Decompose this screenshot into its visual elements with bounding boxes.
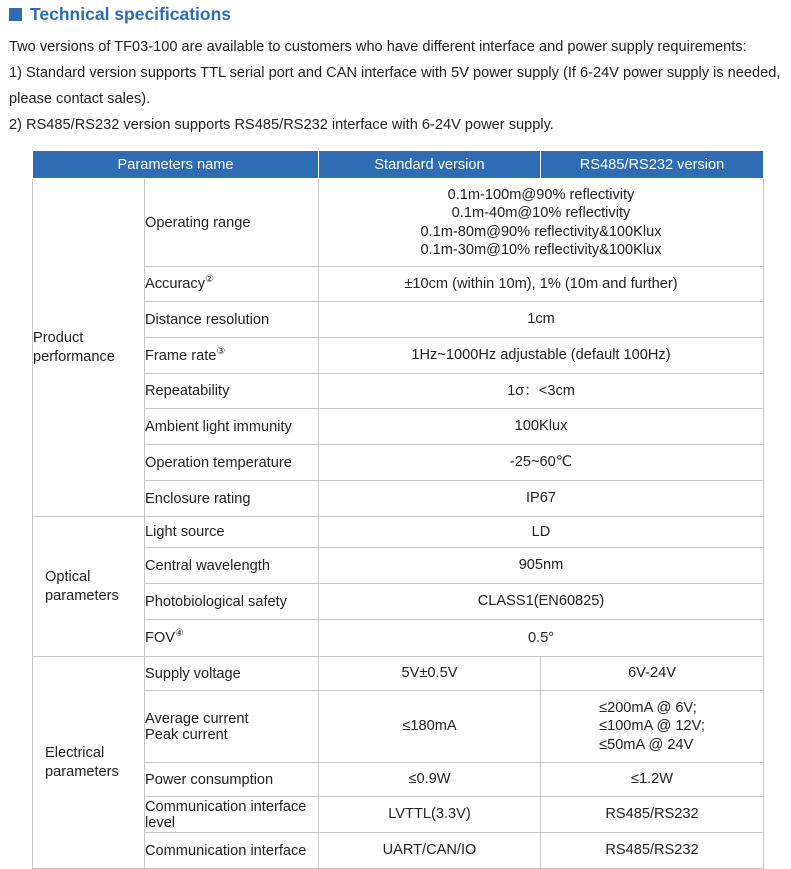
param-name (145, 691, 319, 763)
spec-table (32, 150, 764, 869)
param-name: Power consumption (145, 763, 319, 797)
param-name (145, 338, 319, 374)
param-value: ±10cm (within 10m), 1% (10m and further) (319, 267, 764, 302)
group-label: Product performance (33, 329, 115, 365)
rs485-value: ≤1.2W (541, 763, 764, 797)
param-name: Distance resolution (145, 302, 319, 338)
footnote-mark: ② (205, 274, 214, 286)
param-value (319, 179, 764, 267)
value-line: ≤200mA @ 6V; (599, 699, 697, 716)
param-name: Communication interface level (145, 797, 319, 833)
footnote-mark: ③ (216, 345, 226, 357)
param-label: Accuracy (145, 276, 206, 292)
param-name: Operation temperature (145, 445, 319, 481)
param-value: 1cm (319, 302, 764, 338)
group-electrical-parameters (33, 657, 145, 869)
param-value: 1Hz~1000Hz adjustable (default 100Hz) (319, 338, 764, 374)
table-row (33, 657, 764, 691)
header-rs485: RS485/RS232 version (541, 151, 764, 179)
standard-value: UART/CAN/IO (319, 833, 541, 869)
param-value: 1σ：<3cm (319, 374, 764, 409)
param-name: Supply voltage (145, 657, 319, 691)
footnote-mark: ④ (175, 628, 184, 640)
intro-line: 1) Standard version supports TTL serial port and CAN interface with 5V power supply (If 6-24V power supply is needed, please contact sales). (9, 65, 781, 107)
param-value: -25~60℃ (319, 445, 764, 481)
header-parameters: Parameters name (33, 151, 319, 179)
param-label: FOV (145, 630, 175, 646)
section-heading (9, 3, 231, 25)
param-name: Light source (145, 517, 319, 548)
param-value: 0.5° (319, 620, 764, 657)
section-title: Technical specifications (30, 3, 231, 24)
group-optical-parameters (33, 517, 145, 657)
param-label-peak-current: Peak current (145, 726, 228, 743)
param-name: Photobiological safety (145, 584, 319, 620)
rs485-value: RS485/RS232 (541, 833, 764, 869)
param-name: Repeatability (145, 374, 319, 409)
param-name (145, 620, 319, 657)
rs485-value: 6V-24V (541, 657, 764, 691)
param-label: Frame rate (145, 347, 217, 364)
value-line: 0.1m-30m@10% reflectivity&100Klux (420, 242, 662, 258)
param-name: Operating range (145, 179, 319, 267)
param-value: 905nm (319, 548, 764, 584)
param-name (145, 267, 319, 302)
rs485-value: RS485/RS232 (541, 797, 764, 833)
table-header-row (33, 151, 764, 179)
intro-line: Two versions of TF03-100 are available to customers who have different interface and power supply requirements: (9, 39, 747, 55)
standard-value: ≤0.9W (319, 763, 541, 797)
value-line: 0.1m-100m@90% reflectivity (447, 186, 635, 203)
param-name: Ambient light immunity (145, 409, 319, 445)
heading-square-icon (9, 8, 22, 21)
standard-value: LVTTL(3.3V) (319, 797, 541, 833)
param-name: Enclosure rating (145, 481, 319, 517)
standard-value: 5V±0.5V (319, 657, 541, 691)
group-label: Optical parameters (45, 568, 119, 604)
param-name: Central wavelength (145, 548, 319, 584)
value-line: 0.1m-80m@90% reflectivity&100Klux (420, 223, 662, 240)
standard-value: ≤180mA (319, 691, 541, 763)
param-value: LD (319, 517, 764, 548)
group-product-performance (33, 179, 145, 517)
intro-line: 2) RS485/RS232 version supports RS485/RS232 interface with 6-24V power supply. (9, 117, 554, 133)
param-name: Communication interface (145, 833, 319, 869)
param-value: CLASS1(EN60825) (319, 584, 764, 620)
rs485-value (541, 691, 764, 763)
intro-text (9, 34, 789, 138)
value-line: ≤50mA @ 24V (599, 736, 694, 753)
table-row (33, 179, 764, 267)
group-label: Electrical parameters (45, 744, 119, 780)
value-line: ≤100mA @ 12V; (599, 718, 705, 735)
value-line: 0.1m-40m@10% reflectivity (451, 205, 631, 221)
header-standard: Standard version (319, 151, 541, 179)
param-value: 100Klux (319, 409, 764, 445)
param-value: IP67 (319, 481, 764, 517)
table-row (33, 517, 764, 548)
param-label-average-current: Average current (145, 710, 249, 727)
